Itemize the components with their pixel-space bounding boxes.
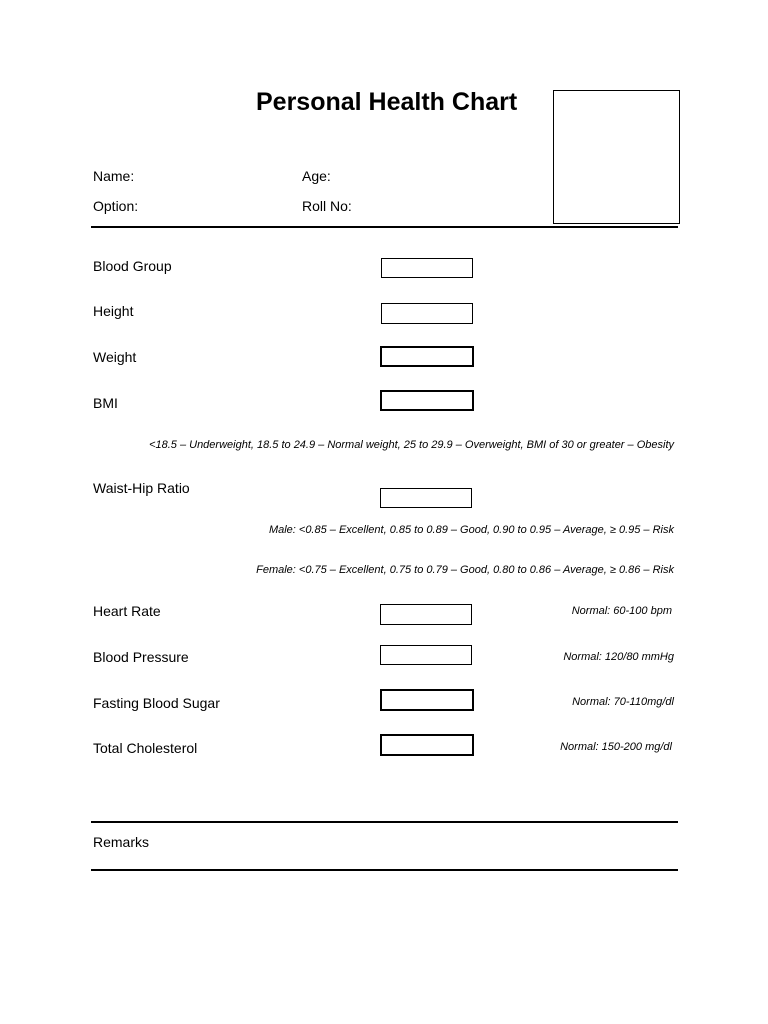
whr-female-note: Female: <0.75 – Excellent, 0.75 to 0.79 – Good, 0.80 to 0.86 – Average, ≥ 0.86 – Risk bbox=[256, 564, 674, 576]
blood-pressure-normal-note: Normal: 120/80 mmHg bbox=[563, 651, 674, 663]
page-title: Personal Health Chart bbox=[256, 88, 518, 116]
height-label: Height bbox=[93, 303, 134, 319]
photo-box[interactable] bbox=[553, 90, 680, 224]
heart-rate-field[interactable] bbox=[380, 604, 472, 625]
cholesterol-normal-note: Normal: 150-200 mg/dl bbox=[560, 741, 672, 753]
height-field[interactable] bbox=[381, 303, 473, 324]
weight-field[interactable] bbox=[380, 346, 474, 367]
blood-group-field[interactable] bbox=[381, 258, 473, 278]
age-label: Age: bbox=[302, 168, 331, 184]
bmi-label: BMI bbox=[93, 395, 118, 411]
total-cholesterol-field[interactable] bbox=[380, 734, 474, 756]
fasting-blood-sugar-field[interactable] bbox=[380, 689, 474, 711]
fasting-blood-sugar-label: Fasting Blood Sugar bbox=[93, 695, 220, 711]
heart-rate-label: Heart Rate bbox=[93, 603, 161, 619]
name-label: Name: bbox=[93, 168, 135, 184]
blood-pressure-field[interactable] bbox=[380, 645, 472, 665]
remarks-bottom-divider bbox=[91, 869, 678, 871]
heart-rate-normal-note: Normal: 60-100 bpm bbox=[571, 605, 672, 617]
header-divider bbox=[91, 226, 678, 228]
option-label: Option: bbox=[93, 198, 139, 214]
remarks-label: Remarks bbox=[93, 834, 150, 850]
whr-male-note: Male: <0.85 – Excellent, 0.85 to 0.89 – Good, 0.90 to 0.95 – Average, ≥ 0.95 – Risk bbox=[268, 524, 674, 536]
roll-no-label: Roll No: bbox=[302, 198, 352, 214]
bmi-ranges-note: <18.5 – Underweight, 18.5 to 24.9 – Normal weight, 25 to 29.9 – Overweight, BMI of 30 or greater – Obesity bbox=[149, 439, 674, 451]
bmi-field[interactable] bbox=[380, 390, 474, 411]
blood-sugar-normal-note: Normal: 70-110mg/dl bbox=[572, 696, 674, 708]
blood-group-label: Blood Group bbox=[93, 258, 172, 274]
waist-hip-ratio-field[interactable] bbox=[380, 488, 472, 508]
waist-hip-ratio-label: Waist-Hip Ratio bbox=[93, 480, 190, 496]
weight-label: Weight bbox=[93, 349, 137, 365]
total-cholesterol-label: Total Cholesterol bbox=[93, 740, 198, 756]
remarks-top-divider bbox=[91, 821, 678, 823]
blood-pressure-label: Blood Pressure bbox=[93, 649, 189, 665]
